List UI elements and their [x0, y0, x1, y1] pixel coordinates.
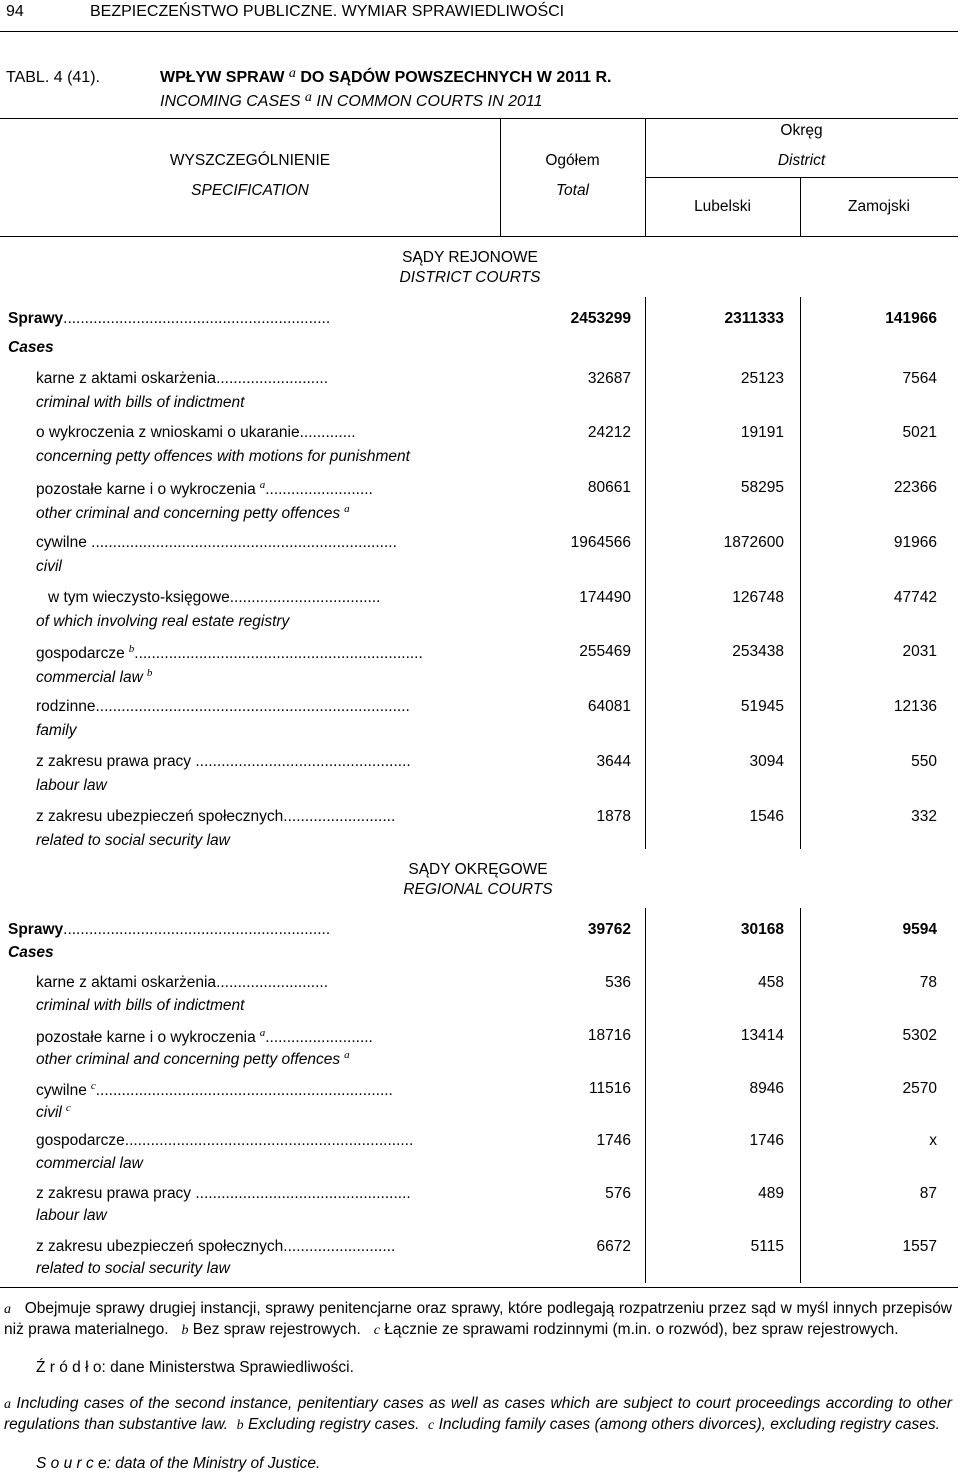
cell-zamojski: 22366: [893, 479, 937, 496]
cell-zamojski: 550: [911, 753, 937, 770]
row-label-pl: gospodarcze...................................................................: [36, 1132, 414, 1149]
specification-pl: WYSZCZEGÓLNIENIE: [169, 152, 331, 169]
cell-lubelski: 2311333: [724, 310, 784, 327]
row-label-en: of which involving real estate registry: [36, 613, 290, 630]
column-divider: [800, 297, 801, 849]
cell-total: 64081: [587, 698, 631, 715]
row-label-en: concerning petty offences with motions for punishment: [36, 448, 410, 465]
running-title: BEZPIECZEŃSTWO PUBLICZNE. WYMIAR SPRAWIEDLIWOŚCI: [90, 3, 565, 20]
district-en: District: [777, 152, 826, 169]
cell-zamojski: x: [929, 1132, 937, 1149]
cell-lubelski: 1872600: [723, 534, 784, 551]
cell-total: 39762: [587, 921, 631, 938]
cell-lubelski: 25123: [740, 370, 784, 387]
source-en: S o u r c e: data of the Ministry of Justice.: [36, 1455, 321, 1472]
cell-zamojski: 5021: [902, 424, 937, 441]
cell-zamojski: 87: [919, 1185, 937, 1202]
table-bottom-rule: [0, 1287, 958, 1288]
cell-zamojski: 78: [919, 974, 937, 991]
cell-lubelski: 3094: [749, 753, 784, 770]
row-label-pl: Sprawy..............................................................: [8, 310, 331, 327]
row-label-pl: cywilne $^c$.....................................................................: [36, 1080, 393, 1099]
page-number: 94: [6, 3, 24, 20]
total-en: Total: [555, 182, 590, 199]
cell-lubelski: 51945: [740, 698, 784, 715]
row-label-pl: z zakresu ubezpieczeń społecznych..........................: [36, 808, 396, 825]
cell-lubelski: 253438: [732, 643, 784, 660]
row-label-en: criminal with bills of indictment: [36, 394, 245, 411]
section-title-pl: SĄDY REJONOWE: [402, 249, 538, 266]
cell-total: 174490: [579, 589, 631, 606]
cell-total: 1964566: [570, 534, 631, 551]
cell-zamojski: 2570: [902, 1080, 937, 1097]
row-label-pl: gospodarcze $^b$...................................................................: [36, 643, 423, 662]
cell-zamojski: 9594: [902, 921, 937, 938]
row-label-en: related to social security law: [36, 1260, 230, 1277]
row-label-en: commercial law: [36, 1155, 143, 1172]
footnote-en-text: a Including cases of the second instance, penitentiary cases as well as cases which are subject to court proceedings according to other regulations than substantive law. b Excluding registry cases. c Including family cases (among others divorces), excluding registry cases.: [4, 1395, 953, 1433]
cell-zamojski: 332: [911, 808, 937, 825]
cell-zamojski: 5302: [902, 1027, 937, 1044]
source-pl: Ź r ó d ł o: dane Ministerstwa Sprawiedliwości.: [36, 1359, 354, 1376]
cell-lubelski: 30168: [740, 921, 784, 938]
cell-zamojski: 1557: [902, 1238, 937, 1255]
row-label-pl: rodzinne.........................................................................: [36, 698, 410, 715]
section-title-pl: SĄDY OKRĘGOWE: [408, 861, 548, 878]
section-title-en: REGIONAL COURTS: [403, 881, 553, 898]
cell-lubelski: 58295: [740, 479, 784, 496]
cell-zamojski: 2031: [902, 643, 937, 660]
district-pl: Okręg: [780, 122, 823, 139]
row-label-en: related to social security law: [36, 832, 230, 849]
footnote-pl-text: a Obejmuje sprawy drugiej instancji, sprawy penitencjarne oraz sprawy, które podlegają rozpatrzeniu przez sąd w myśl innych przepisów niż prawa materialnego. b Bez spraw rejestrowych. c Łącznie ze sprawami rodzinnymi (m.in. o rozwód), bez spraw rejestrowych.: [4, 1300, 953, 1338]
total-pl: Ogółem: [545, 152, 600, 169]
specification-en: SPECIFICATION: [191, 182, 309, 199]
cell-total: 3644: [596, 753, 631, 770]
row-label-en: Cases: [8, 944, 54, 961]
cell-lubelski: 489: [758, 1185, 784, 1202]
row-label-en: commercial law $^b$: [36, 667, 153, 686]
row-label-pl: z zakresu prawa pracy ..................................................: [36, 1185, 411, 1202]
cell-lubelski: 13414: [740, 1027, 784, 1044]
row-label-en: family: [36, 722, 77, 739]
section-title-en: DISTRICT COURTS: [399, 269, 541, 286]
header-top-rule: [0, 118, 958, 119]
cell-total: 576: [605, 1185, 631, 1202]
column-divider: [800, 908, 801, 1283]
row-label-en: labour law: [36, 777, 107, 794]
cell-total: 32687: [587, 370, 631, 387]
cell-lubelski: 5115: [750, 1238, 784, 1255]
column-divider: [645, 908, 646, 1283]
cell-zamojski: 141966: [885, 310, 937, 327]
row-label-pl: karne z aktami oskarżenia..........................: [36, 974, 329, 991]
district-rule: [645, 177, 958, 178]
title-en: INCOMING CASES a IN COMMON COURTS IN 2011: [160, 90, 543, 110]
col-zamojski: Zamojski: [847, 198, 910, 215]
cell-lubelski: 458: [758, 974, 784, 991]
cell-zamojski: 7564: [902, 370, 937, 387]
row-label-pl: pozostałe karne i o wykroczenia $^a$.........................: [36, 1027, 373, 1046]
title-pl: WPŁYW SPRAW a DO SĄDÓW POWSZECHNYCH W 2011 R.: [160, 66, 612, 86]
row-label-pl: karne z aktami oskarżenia..........................: [36, 370, 329, 387]
cell-zamojski: 12136: [893, 698, 937, 715]
cell-total: 1878: [596, 808, 631, 825]
row-label-pl: z zakresu prawa pracy ..................................................: [36, 753, 411, 770]
row-label-pl: Sprawy..............................................................: [8, 921, 331, 938]
cell-total: 11516: [589, 1080, 631, 1097]
header-rule: [0, 31, 958, 32]
cell-total: 2453299: [570, 310, 631, 327]
row-label-pl: pozostałe karne i o wykroczenia $^a$.........................: [36, 479, 373, 498]
row-label-en: Cases: [8, 339, 54, 356]
header-divider: [500, 118, 501, 236]
row-label-pl: w tym wieczysto-księgowe...................................: [48, 589, 381, 606]
row-label-pl: o wykroczenia z wnioskami o ukaranie.............: [36, 424, 356, 441]
row-label-en: labour law: [36, 1207, 107, 1224]
cell-total: 6672: [596, 1238, 631, 1255]
col-lubelski: Lubelski: [694, 198, 751, 215]
cell-lubelski: 19191: [740, 424, 784, 441]
cell-total: 80661: [587, 479, 631, 496]
cell-total: 536: [605, 974, 631, 991]
row-label-en: other criminal and concerning petty offences $^a$: [36, 1049, 350, 1068]
cell-zamojski: 47742: [893, 589, 937, 606]
cell-total: 255469: [579, 643, 631, 660]
row-label-pl: cywilne .......................................................................: [36, 534, 397, 551]
row-label-pl: z zakresu ubezpieczeń społecznych..........................: [36, 1238, 396, 1255]
cell-total: 1746: [596, 1132, 631, 1149]
cell-total: 18716: [587, 1027, 631, 1044]
header-bottom-rule: [0, 236, 958, 237]
row-label-en: civil: [36, 558, 62, 575]
column-divider: [645, 297, 646, 849]
cell-total: 24212: [587, 424, 631, 441]
row-label-en: other criminal and concerning petty offences $^a$: [36, 503, 350, 522]
cell-lubelski: 1746: [749, 1132, 784, 1149]
cell-lubelski: 1546: [749, 808, 784, 825]
row-label-en: civil $^c$: [36, 1102, 71, 1121]
cell-zamojski: 91966: [893, 534, 937, 551]
cell-lubelski: 8946: [749, 1080, 784, 1097]
cell-lubelski: 126748: [732, 589, 784, 606]
table-label: TABL. 4 (41).: [6, 69, 100, 86]
row-label-en: criminal with bills of indictment: [36, 997, 245, 1014]
